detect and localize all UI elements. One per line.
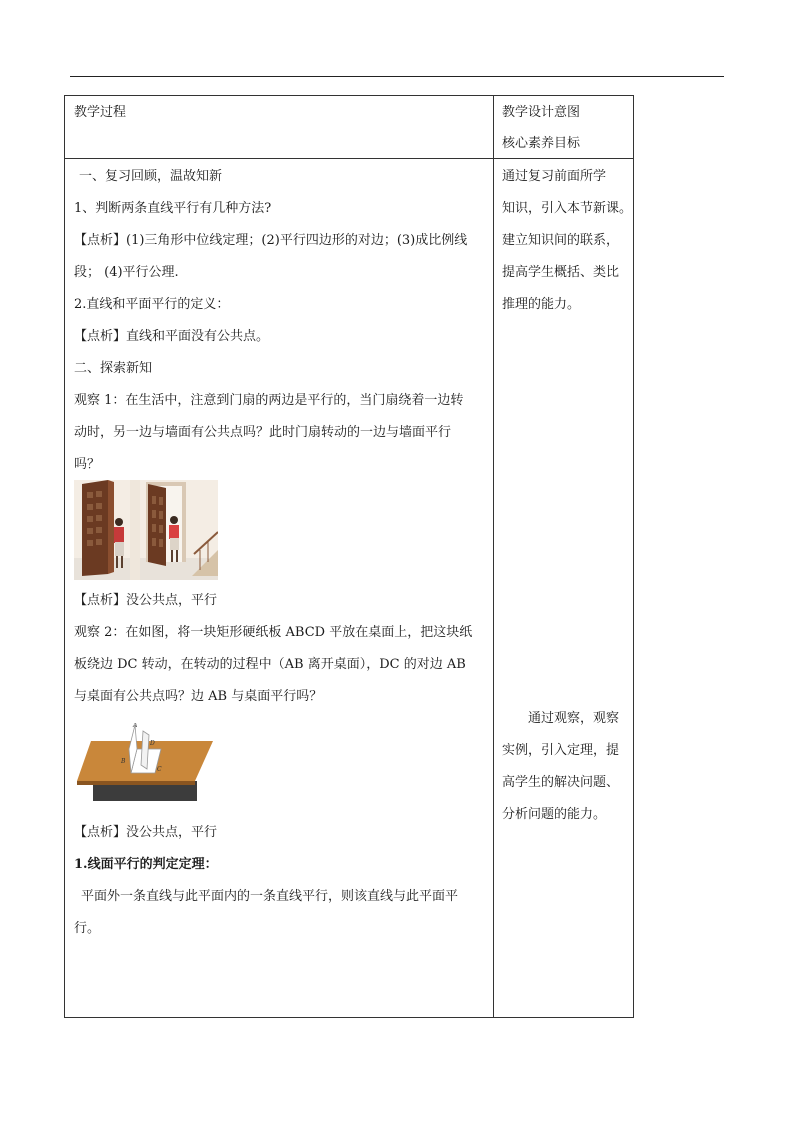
cardboard-figure-svg [77, 723, 213, 807]
intent-1-line-5: 推理的能力。 [502, 297, 581, 312]
left-header-title: 教学过程 [74, 105, 127, 120]
answer-3: 【点析】没公共点，平行 [74, 593, 218, 608]
right-header-title-2: 核心素养目标 [502, 136, 581, 151]
vertex-label-c: C [157, 766, 162, 773]
table-cardboard-figure [77, 723, 213, 807]
header-rule [70, 76, 724, 77]
question-2: 2.直线和平面平行的定义： [74, 297, 230, 312]
theorem-title: 1.线面平行的判定定理： [74, 857, 218, 872]
observation-1-line-3: 吗？ [74, 457, 101, 472]
intent-2-line-1: 通过观察，观察 [528, 711, 620, 726]
vertex-label-d: D [150, 740, 155, 747]
section-heading-explore: 二、探索新知 [74, 361, 153, 376]
section-heading-review: 一、复习回顾，温故知新 [79, 169, 223, 184]
answer-4: 【点析】没公共点，平行 [74, 825, 218, 840]
answer-1-line-1: 【点析】(1)三角形中位线定理；(2)平行四边形的对边；(3)成比例线 [74, 233, 468, 248]
intent-1-line-2: 知识，引入本节新课。 [502, 201, 633, 216]
intent-1-line-1: 通过复习前面所学 [502, 169, 607, 184]
observation-2-line-3: 与桌面有公共点吗？边 AB 与桌面平行吗？ [74, 689, 323, 704]
vertex-label-b: B [121, 758, 126, 765]
observation-1-line-1: 观察 1：在生活中，注意到门扇的两边是平行的，当门扇绕着一边转 [74, 393, 464, 408]
lesson-table [64, 95, 634, 1018]
answer-2: 【点析】直线和平面没有公共点。 [74, 329, 270, 344]
observation-1-line-2: 动时，另一边与墙面有公共点吗？此时门扇转动的一边与墙面平行 [74, 425, 452, 440]
right-header-title-1: 教学设计意图 [502, 105, 581, 120]
vertex-label-a: A [133, 723, 138, 729]
intent-2-line-3: 高学生的解决问题、 [502, 775, 620, 790]
door-photo [74, 480, 218, 580]
theorem-line-2: 行。 [74, 921, 101, 936]
header-divider [65, 158, 633, 159]
door-illustration-svg [74, 480, 218, 580]
observation-2-line-2: 板绕边 DC 转动，在转动的过程中（AB 离开桌面），DC 的对边 AB [74, 657, 466, 672]
answer-1-line-2: 段； (4)平行公理. [74, 265, 179, 280]
column-divider [493, 96, 494, 1017]
intent-1-line-3: 建立知识间的联系， [502, 233, 620, 248]
observation-2-line-1: 观察 2：在如图，将一块矩形硬纸板 ABCD 平放在桌面上，把这块纸 [74, 625, 473, 640]
intent-2-line-2: 实例，引入定理，提 [502, 743, 620, 758]
question-1: 1、判断两条直线平行有几种方法? [74, 201, 272, 216]
intent-2-line-4: 分析问题的能力。 [502, 807, 607, 822]
theorem-line-1: 平面外一条直线与此平面内的一条直线平行，则该直线与此平面平 [81, 889, 459, 904]
intent-1-line-4: 提高学生概括、类比 [502, 265, 620, 280]
